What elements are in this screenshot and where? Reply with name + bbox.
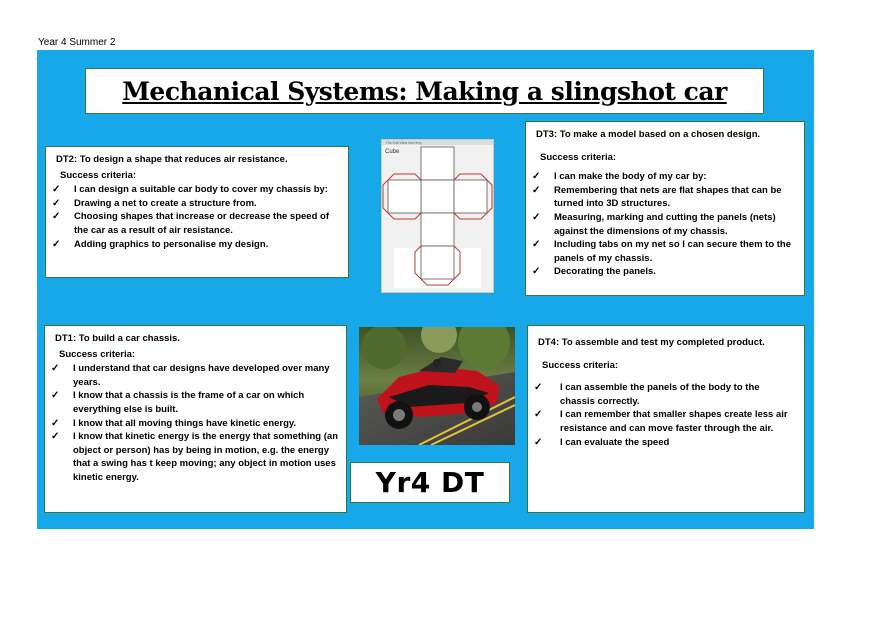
net-face: [421, 147, 454, 180]
criteria-text: Choosing shapes that increase or decrease the speed of the car as a result of air resistance.: [74, 211, 329, 236]
criteria-text: Adding graphics to personalise my design.: [74, 238, 269, 250]
list-item: [52, 238, 340, 252]
car-photo-drawing: [359, 327, 515, 445]
criteria-text: I can make the body of my car by:: [554, 171, 707, 183]
tick-icon: ✓: [52, 238, 61, 250]
dt2-criteria-list: [52, 183, 340, 251]
criteria-text: Including tabs on my net so I can secure them to the panels of my chassis.: [554, 239, 792, 264]
list-item: [51, 417, 338, 431]
display-board: [37, 50, 814, 529]
criteria-text: I can evaluate the speed: [560, 436, 670, 448]
tick-icon: ✓: [534, 409, 543, 421]
tick-icon: ✓: [534, 382, 543, 394]
car-hub: [472, 402, 482, 412]
dt3-criteria-list: [532, 170, 796, 279]
dt4-criteria-list: [534, 381, 796, 449]
net-tab: [487, 180, 492, 213]
net-tab: [383, 180, 388, 213]
list-item: [51, 362, 338, 389]
criteria-text: I know that kinetic energy is the energy that something (an object or person) has by being in motion, e.g. the energy that a swing has t keep moving; any object in motion uses kinetic energy.: [73, 431, 338, 483]
dt1-card: [44, 325, 347, 513]
net-label: Cube: [385, 149, 400, 155]
yr-label: Yr4 DT: [375, 466, 485, 499]
page-title: Mechanical Systems: Making a slingshot car: [122, 76, 727, 106]
criteria-text: Decorating the panels.: [554, 266, 656, 278]
dt3-card: [525, 121, 805, 296]
criteria-text: I can design a suitable car body to cover my chassis by:: [74, 184, 328, 196]
tick-icon: ✓: [52, 184, 61, 196]
tick-icon: ✓: [532, 184, 541, 196]
criteria-text: I can remember that smaller shapes create less air resistance and can move faster through the air.: [560, 409, 788, 434]
net-toolbar-text: File Edit View Net Help: [386, 141, 422, 145]
list-item: [532, 238, 796, 265]
list-item: [534, 381, 796, 408]
list-item: [532, 170, 796, 184]
dt3-objective: DT3: To make a model based on a chosen design.: [536, 129, 761, 140]
net-tab: [454, 213, 487, 219]
slingshot-car-photo: [359, 327, 515, 445]
criteria-text: Drawing a net to create a structure from.: [74, 197, 257, 209]
dt3-criteria-label: Success criteria:: [540, 151, 617, 163]
tick-icon: ✓: [532, 266, 541, 278]
list-item: [532, 265, 796, 279]
dt1-objective: DT1: To build a car chassis.: [55, 333, 180, 344]
net-face: [454, 180, 487, 213]
tick-icon: ✓: [51, 390, 60, 402]
net-tab: [388, 174, 421, 180]
list-item: [532, 184, 796, 211]
tick-icon: ✓: [532, 211, 541, 223]
net-face: [421, 180, 454, 213]
net-face: [421, 213, 454, 246]
list-item: [52, 210, 340, 237]
list-item: [51, 430, 338, 484]
net-tab: [388, 213, 421, 219]
list-item: [534, 408, 796, 435]
yr-label-box: [350, 462, 510, 503]
list-item: [52, 183, 340, 197]
tick-icon: ✓: [532, 171, 541, 183]
criteria-text: Remembering that nets are flat shapes that can be turned into 3D structures.: [554, 184, 782, 210]
list-item: [52, 197, 340, 211]
list-item: [51, 389, 338, 416]
criteria-text: I understand that car designs have developed over many years.: [73, 363, 330, 388]
net-face: [388, 180, 421, 213]
tick-icon: ✓: [534, 436, 543, 448]
dt2-criteria-label: Success criteria:: [60, 169, 137, 181]
dt1-criteria-list: [51, 362, 338, 484]
tick-icon: ✓: [51, 363, 60, 375]
criteria-text: I know that all moving things have kinetic energy.: [73, 417, 297, 429]
net-face: [421, 246, 454, 279]
criteria-text: Measuring, marking and cutting the panels (nets) against the dimensions of my chassis.: [554, 211, 776, 237]
cube-net-image: [381, 139, 494, 293]
car-hub: [393, 409, 405, 421]
page-label: Year 4 Summer 2: [38, 37, 116, 48]
tick-icon: ✓: [52, 197, 61, 209]
tick-icon: ✓: [532, 239, 541, 251]
tree-shape: [362, 327, 406, 369]
title-box: [85, 68, 764, 114]
tick-icon: ✓: [51, 431, 60, 443]
dt4-objective: DT4: To assemble and test my completed product.: [538, 337, 765, 348]
list-item: [532, 211, 796, 238]
cube-net-drawing: [382, 140, 493, 292]
dt4-criteria-label: Success criteria:: [542, 359, 619, 371]
criteria-text: I can assemble the panels of the body to the chassis correctly.: [560, 382, 760, 407]
dt2-objective: DT2: To design a shape that reduces air resistance.: [56, 154, 288, 165]
tick-icon: ✓: [52, 211, 61, 223]
tick-icon: ✓: [51, 417, 60, 429]
list-item: [534, 436, 796, 450]
dt2-card: [45, 146, 349, 278]
criteria-text: I know that a chassis is the frame of a car on which everything else is built.: [73, 390, 305, 415]
dt4-card: [527, 325, 805, 513]
dt1-criteria-label: Success criteria:: [59, 348, 136, 360]
net-tab: [454, 174, 487, 180]
driver-head: [433, 359, 441, 367]
